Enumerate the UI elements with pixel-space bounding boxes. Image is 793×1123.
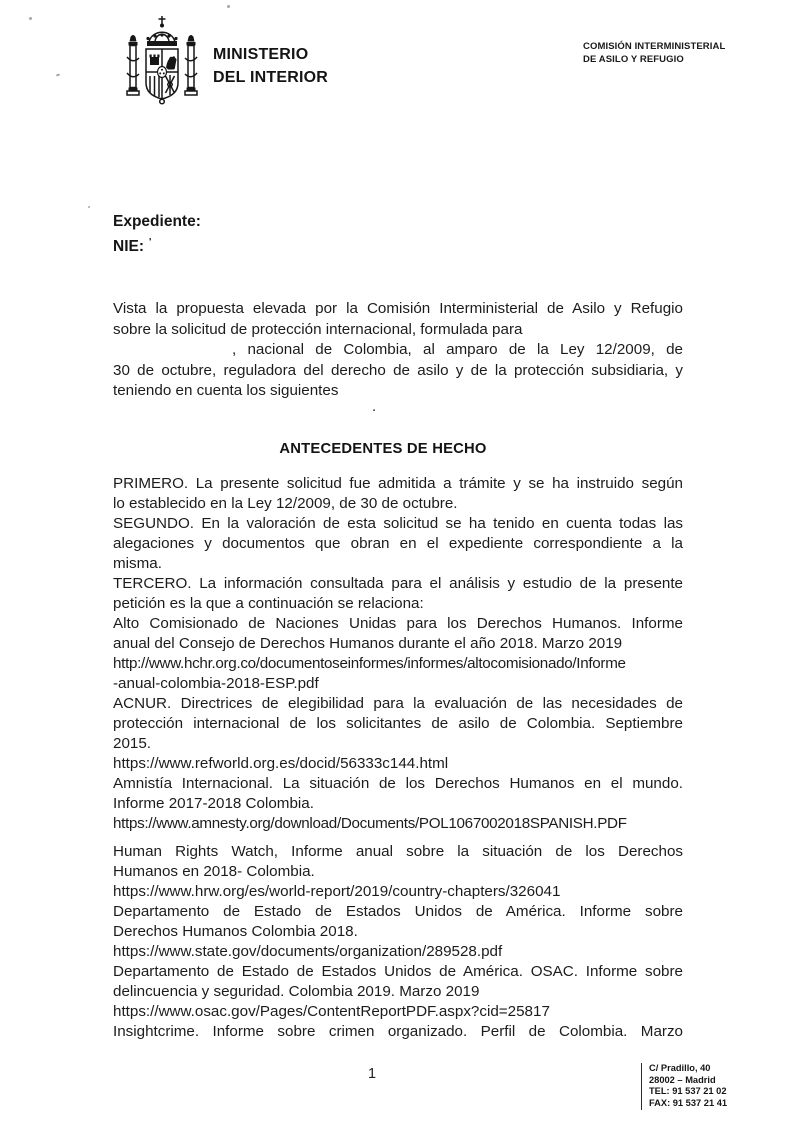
commission-label bbox=[583, 40, 725, 66]
ministry-line-2: DEL INTERIOR bbox=[213, 69, 329, 86]
text-line: Humanos en 2018- Colombia. bbox=[113, 863, 315, 880]
expediente-label: Expediente: bbox=[113, 213, 201, 230]
text-line: lo establecido en la Ley 12/2009, de 30 de octubre. bbox=[113, 495, 458, 512]
address-line: TEL: 91 537 21 02 bbox=[649, 1086, 727, 1097]
footer-address-block bbox=[641, 1063, 727, 1110]
text-line: Human Rights Watch, Informe anual sobre la situación de los Derechos bbox=[113, 843, 683, 860]
page-number: 1 bbox=[367, 1066, 377, 1082]
text-line: https://www.osac.gov/Pages/ContentReportPDF.aspx?cid=25817 bbox=[113, 1003, 550, 1020]
text-line: 30 de octubre, reguladora del derecho de asilo y de la protección subsidiaria, y bbox=[113, 361, 683, 379]
text-line: Informe 2017-2018 Colombia. bbox=[113, 795, 314, 812]
scan-speck bbox=[88, 206, 90, 208]
text-line: https://www.refworld.org.es/docid/56333c144.html bbox=[113, 755, 449, 772]
text-line: https://www.hrw.org/es/world-report/2019/country-chapters/326041 bbox=[113, 883, 561, 900]
commission-line-2: DE ASILO Y REFUGIO bbox=[583, 54, 684, 65]
text-line: Vista la propuesta elevada por la Comisión Interministerial de Asilo y Refugio bbox=[113, 300, 683, 317]
text-line: ACNUR. Directrices de elegibilidad para la evaluación de las necesidades de bbox=[113, 695, 683, 712]
text-line: SEGUNDO. En la valoración de esta solicitud se ha tenido en cuenta todas las bbox=[113, 515, 683, 532]
text-line: Insightcrime. Informe sobre crimen organizado. Perfil de Colombia. Marzo bbox=[113, 1023, 683, 1040]
ministry-line-1: MINISTERIO bbox=[213, 46, 309, 63]
stray-period-mark: . bbox=[372, 398, 377, 415]
text-line: misma. bbox=[113, 555, 162, 572]
commission-line-1: COMISIÓN INTERMINISTERIAL bbox=[583, 41, 726, 52]
nie-label: NIE: ' bbox=[113, 236, 152, 255]
scan-speck bbox=[227, 5, 230, 8]
text-line: 2015. bbox=[113, 735, 152, 752]
spain-coat-of-arms-icon bbox=[124, 15, 200, 107]
text-line: Alto Comisionado de Naciones Unidas para los Derechos Humanos. Informe bbox=[113, 615, 683, 632]
text-line: -anual-colombia-2018-ESP.pdf bbox=[113, 675, 319, 692]
text-line: protección internacional de los solicitantes de asilo de Colombia. Septiembre bbox=[113, 715, 683, 732]
text-line: Departamento de Estado de Estados Unidos de América. Informe sobre bbox=[113, 903, 683, 920]
address-line: FAX: 91 537 21 41 bbox=[649, 1098, 728, 1109]
text-line: , nacional de Colombia, al amparo de la Ley 12/2009, de bbox=[232, 341, 683, 358]
ministry-name bbox=[213, 43, 328, 89]
case-reference-block bbox=[113, 212, 201, 257]
body-text bbox=[113, 475, 683, 1043]
text-line: http://www.hchr.org.co/documentoseinformes/informes/altocomisionado/Informe bbox=[113, 655, 626, 672]
text-line: petición es la que a continuación se relaciona: bbox=[113, 595, 424, 612]
scan-speck bbox=[29, 17, 32, 20]
text-line: anual del Consejo de Derechos Humanos durante el año 2018. Marzo 2019 bbox=[113, 635, 623, 652]
text-line: Derechos Humanos Colombia 2018. bbox=[113, 923, 358, 940]
text-line: teniendo en cuenta los siguientes bbox=[113, 382, 339, 399]
text-line: Departamento de Estado de Estados Unidos de América. OSAC. Informe sobre bbox=[113, 963, 683, 980]
text-line: Amnistía Internacional. La situación de los Derechos Humanos en el mundo. bbox=[113, 775, 683, 792]
text-line: TERCERO. La información consultada para el análisis y estudio de la presente bbox=[113, 575, 683, 592]
text-line: delincuencia y seguridad. Colombia 2019. Marzo 2019 bbox=[113, 983, 480, 1000]
intro-paragraph bbox=[113, 300, 683, 403]
text-line: https://www.amnesty.org/download/Documents/POL1067002018SPANISH.PDF bbox=[113, 815, 627, 832]
text-line: alegaciones y documentos que obran en el expediente correspondiente a la bbox=[113, 535, 683, 552]
address-line: C/ Pradillo, 40 bbox=[649, 1063, 711, 1073]
text-line bbox=[113, 835, 683, 843]
text-line: https://www.state.gov/documents/organization/289528.pdf bbox=[113, 943, 503, 960]
address-line: 28002 – Madrid bbox=[649, 1074, 716, 1085]
text-line: PRIMERO. La presente solicitud fue admitida a trámite y se ha instruido según bbox=[113, 475, 683, 492]
nie-redaction-mark: ' bbox=[149, 236, 152, 248]
scan-speck bbox=[56, 73, 60, 76]
text-line: sobre la solicitud de protección internacional, formulada para bbox=[113, 320, 523, 338]
section-heading: ANTECEDENTES DE HECHO bbox=[279, 441, 487, 457]
